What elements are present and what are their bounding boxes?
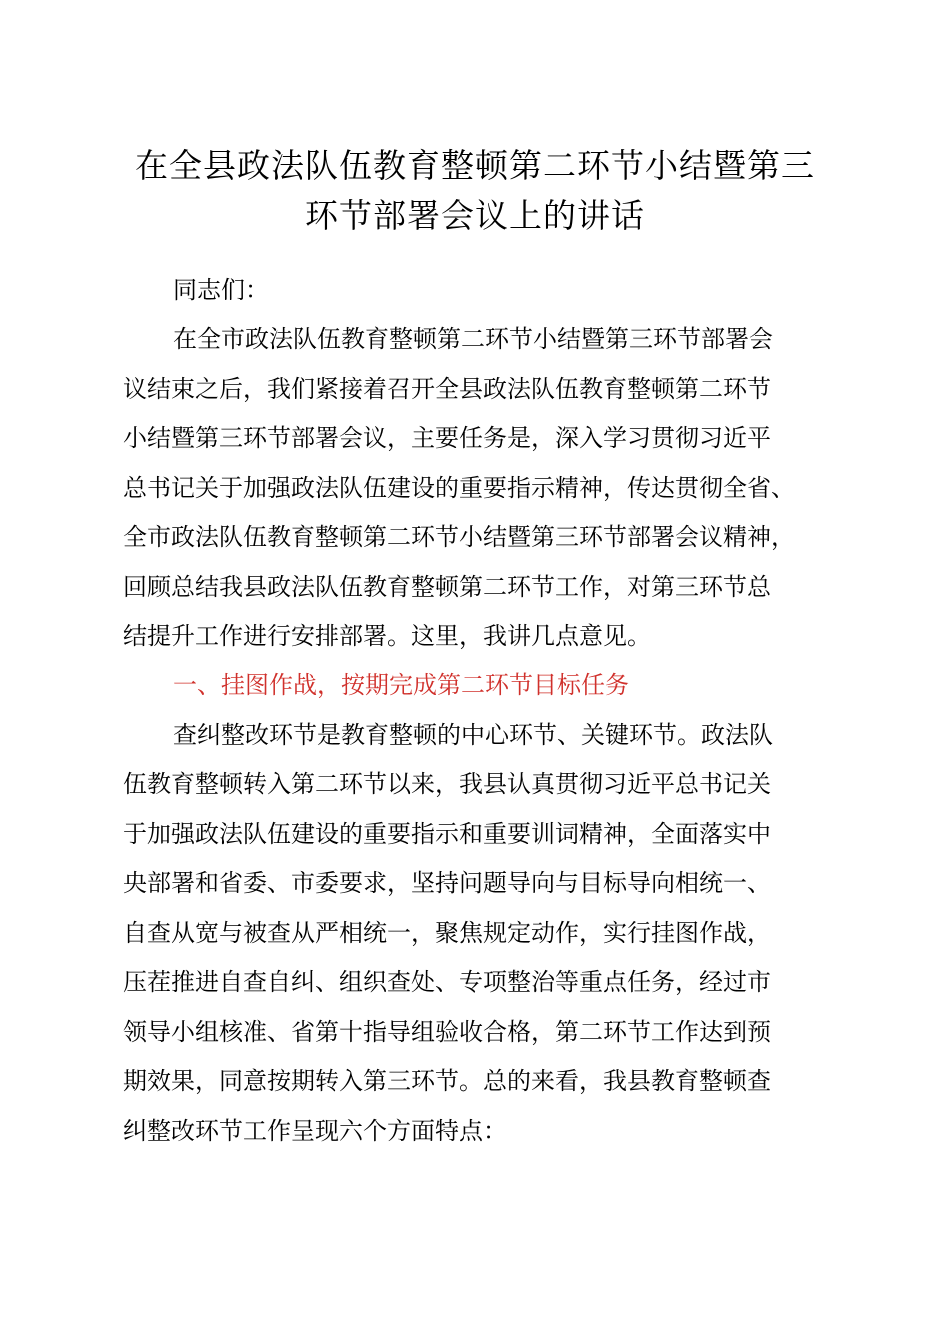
- paragraph-line: 回顾总结我县政法队伍教育整顿第二环节工作，对第三环节总: [123, 573, 771, 601]
- salutation: 同志们：: [173, 276, 269, 304]
- paragraph-line: 全市政法队伍教育整顿第二环节小结暨第三环节部署会议精神，: [123, 523, 795, 551]
- paragraph-line: 议结束之后，我们紧接着召开全县政法队伍教育整顿第二环节: [123, 375, 771, 403]
- paragraph-line: 纠整改环节工作呈现六个方面特点：: [123, 1117, 507, 1145]
- paragraph-line: 查纠整改环节是教育整顿的中心环节、关键环节。政法队: [173, 721, 773, 749]
- title-line-2: 环节部署会议上的讲话: [305, 196, 645, 235]
- paragraph-line: 结提升工作进行安排部署。这里，我讲几点意见。: [123, 622, 651, 650]
- section-heading: 一、挂图作战，按期完成第二环节目标任务: [173, 671, 629, 699]
- paragraph-line: 央部署和省委、市委要求，坚持问题导向与目标导向相统一、: [123, 869, 771, 897]
- paragraph-line: 伍教育整顿转入第二环节以来，我县认真贯彻习近平总书记关: [123, 770, 771, 798]
- paragraph-line: 在全市政法队伍教育整顿第二环节小结暨第三环节部署会: [173, 325, 773, 353]
- paragraph-line: 总书记关于加强政法队伍建设的重要指示精神，传达贯彻全省、: [123, 474, 795, 502]
- paragraph-line: 领导小组核准、省第十指导组验收合格，第二环节工作达到预: [123, 1018, 771, 1046]
- title-line-1: 在全县政法队伍教育整顿第二环节小结暨第三: [135, 146, 815, 185]
- paragraph-line: 小结暨第三环节部署会议，主要任务是，深入学习贯彻习近平: [123, 424, 771, 452]
- paragraph-line: 自查从宽与被查从严相统一，聚焦规定动作，实行挂图作战，: [123, 919, 771, 947]
- paragraph-line: 于加强政法队伍建设的重要指示和重要训词精神，全面落实中: [123, 820, 771, 848]
- paragraph-line: 压茬推进自查自纠、组织查处、专项整治等重点任务，经过市: [123, 968, 771, 996]
- paragraph-line: 期效果，同意按期转入第三环节。总的来看，我县教育整顿查: [123, 1067, 771, 1095]
